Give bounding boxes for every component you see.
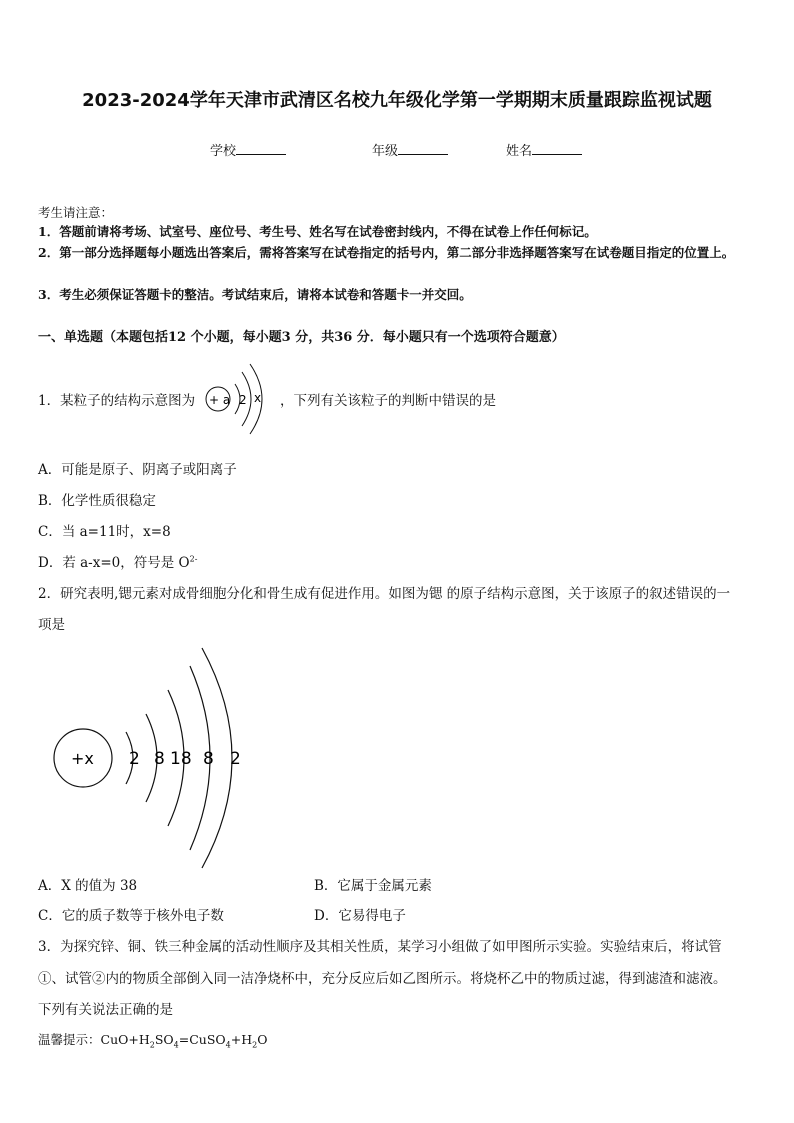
- q1-option-b-text: 化学性质很稳定: [61, 493, 156, 509]
- q2-shell-4-count: 8: [203, 749, 214, 769]
- q2-shell-3-count: 18: [170, 749, 192, 769]
- q1-option-d[interactable]: [38, 551, 197, 571]
- q1-shell2-count: x: [254, 391, 262, 405]
- q1-option-a-text: 可能是原子、阴离子或阳离子: [61, 462, 237, 478]
- q1-option-b-letter: B．: [38, 493, 62, 509]
- q2-nucleus-label: +x: [71, 749, 94, 768]
- page-title: 2023-2024学年天津市武清区名校九年级化学第一学期期末质量跟踪监视试题: [82, 90, 712, 111]
- q2-option-a[interactable]: [38, 874, 137, 894]
- q2-option-d-text: 它易得电子: [338, 908, 406, 924]
- q1-option-d-charge: 2-: [189, 554, 198, 564]
- grade-label: 年级: [372, 144, 399, 159]
- name-field: [506, 140, 582, 159]
- q2-option-a-letter: A．: [38, 878, 62, 894]
- q2-option-d[interactable]: [314, 904, 406, 924]
- q2-option-c[interactable]: [38, 904, 224, 924]
- q2-stem-line-2: 项是: [38, 617, 65, 633]
- notice-item-2: 2．第一部分选择题每小题选出答案后，需将答案写在试卷指定的括号内，第二部分非选择题答案写在试卷题目指定的位置上。: [38, 245, 735, 260]
- section-title: 一、单选题（本题包括12 个小题，每小题3 分，共36 分．每小题只有一个选项符合题意）: [38, 330, 565, 345]
- q2-shell-2-count: 8: [154, 749, 165, 769]
- q2-atom-diagram: [40, 640, 270, 875]
- q1-option-c-letter: C．: [38, 524, 62, 540]
- q3-stem-line-3: 下列有关说法正确的是: [38, 1002, 173, 1018]
- school-blank[interactable]: [236, 142, 286, 155]
- q1-option-a[interactable]: [38, 458, 237, 478]
- q1-option-d-letter: D．: [38, 555, 63, 571]
- grade-field: [372, 140, 448, 159]
- q2-option-c-text: 它的质子数等于核外电子数: [61, 908, 224, 924]
- q1-nucleus-label: + a: [209, 393, 231, 407]
- q1-suffix: ，下列有关该粒子的判断中错误的是: [280, 393, 496, 409]
- notice-item-3: 3．考生必须保证答题卡的整洁。考试结束后，请将本试卷和答题卡一并交回。: [38, 287, 472, 302]
- q3-hint: [38, 1030, 267, 1050]
- q2-shell-1-count: 2: [129, 749, 140, 769]
- q1-particle-diagram: [198, 362, 278, 436]
- q1-option-b[interactable]: [38, 489, 156, 509]
- q1-option-c-text: 当 a=11时，x=8: [61, 524, 171, 540]
- notice-heading: 考生请注意：: [38, 205, 114, 220]
- q3-hint-label: 温馨提示：: [38, 1032, 101, 1047]
- q3-stem-line-1: 3．为探究锌、铜、铁三种金属的活动性顺序及其相关性质，某学习小组做了如甲图所示实验。实验结束后，将试管: [38, 939, 722, 955]
- q2-option-b-text: 它属于金属元素: [337, 878, 432, 894]
- grade-blank[interactable]: [398, 142, 448, 155]
- q1-prefix: 1．某粒子的结构示意图为: [38, 393, 196, 409]
- q3-stem-line-2: ①、试管②内的物质全部倒入同一洁净烧杯中，充分反应后如乙图所示。将烧杯乙中的物质过滤，得到滤渣和滤液。: [38, 971, 727, 987]
- school-field: [210, 140, 286, 159]
- q3-hint-equation: $CuO+H_2SO_4=CuSO_4+H_2O$: [100, 1032, 268, 1050]
- school-label: 学校: [210, 144, 237, 159]
- q2-option-d-letter: D．: [314, 908, 339, 924]
- q2-option-b-letter: B．: [314, 878, 338, 894]
- q1-option-a-letter: A．: [38, 462, 62, 478]
- q2-shell-5-count: 2: [230, 749, 241, 769]
- q2-stem-line-1: 2．研究表明,锶元素对成骨细胞分化和骨生成有促进作用。如图为锶 的原子结构示意图，关于该原子的叙述错误的一: [38, 586, 731, 602]
- name-blank[interactable]: [532, 142, 582, 155]
- q2-option-b[interactable]: [314, 874, 432, 894]
- q1-option-d-text: 若 a-x=0，符号是 O: [62, 555, 190, 571]
- q1-shell1-count: 2: [239, 393, 247, 407]
- q1-option-c[interactable]: [38, 520, 171, 540]
- q2-option-c-letter: C．: [38, 908, 62, 924]
- notice-item-1: 1．答题前请将考场、试室号、座位号、考生号、姓名写在试卷密封线内，不得在试卷上作任何标记。: [38, 224, 597, 239]
- q2-option-a-text: X 的值为 38: [61, 878, 138, 894]
- name-label: 姓名: [506, 144, 533, 159]
